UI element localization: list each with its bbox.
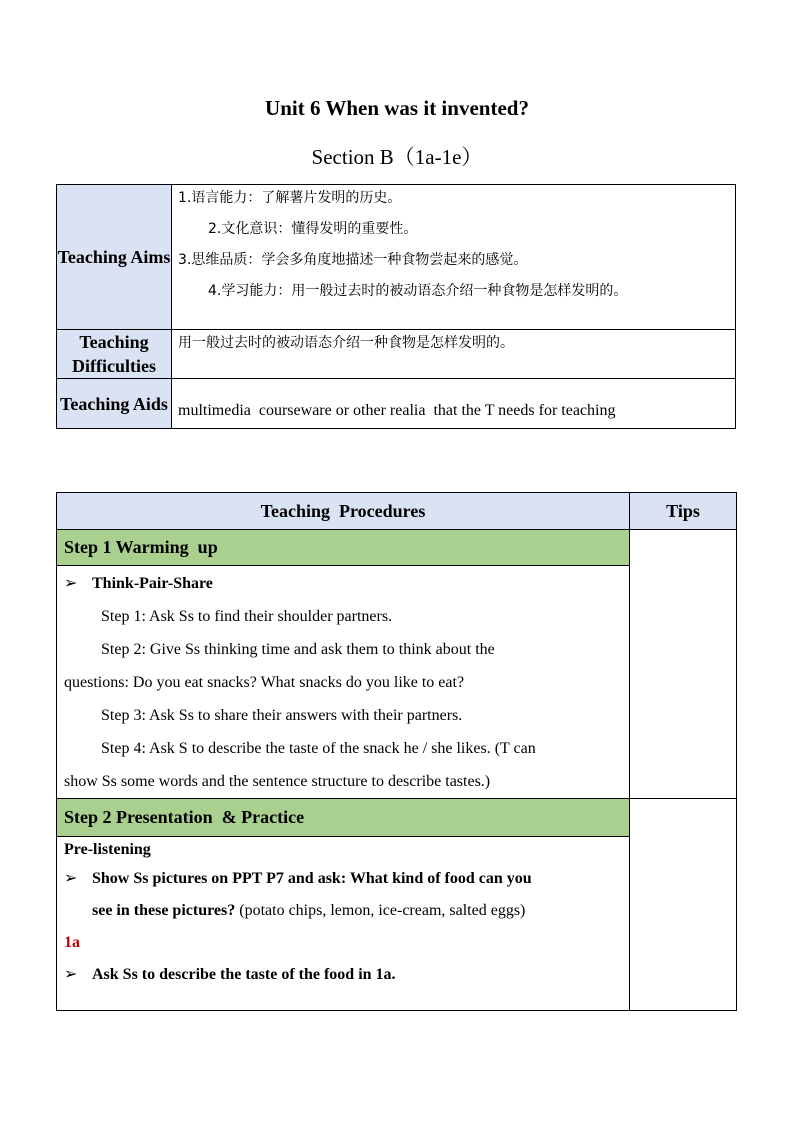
step1-line: Step 3: Ask Ss to share their answers with their partners. [101,707,463,724]
arrow-bullet-icon: ➢ [64,870,78,887]
list-item [64,863,623,895]
step1-line: questions: Do you eat snacks? What snacks do you like to eat? [64,674,465,691]
tips-header: Tips [630,493,737,530]
step2-question: Show Ss pictures on PPT P7 and ask: What kind of food can you [92,870,532,887]
aim-item: 2.文化意识：懂得发明的重要性。 [208,221,418,237]
teaching-difficulties-label: Teaching Difficulties [57,330,172,379]
aim-item: 4.学习能力：用一般过去时的被动语态介绍一种食物是怎样发明的。 [208,283,628,299]
aim-item: 1.语言能力：了解薯片发明的历史。 [178,190,402,206]
think-pair-share-label: Think-Pair-Share [92,575,213,592]
teaching-aids-value: multimedia courseware or other realia that the T needs for teaching [172,379,736,429]
page-title: Unit 6 When was it invented? [265,96,529,120]
step1-line: Step 1: Ask Ss to find their shoulder partners. [101,608,393,625]
list-item [64,959,623,991]
arrow-bullet-icon: ➢ [64,575,78,592]
teaching-aims-table [56,184,736,429]
step1-line: Step 2: Give Ss thinking time and ask them to think about the [101,641,495,658]
step2-title: Step 2 Presentation & Practice [57,799,630,837]
step2-task: Ask Ss to describe the taste of the food in 1a. [92,966,396,983]
teaching-aims-list [172,185,736,330]
list-item [64,567,623,600]
procedures-header: Teaching Procedures [57,493,630,530]
teaching-aims-label: Teaching Aims [57,185,172,330]
arrow-bullet-icon: ➢ [64,966,78,983]
aim-item: 3.思维品质：学会多角度地描述一种食物尝起来的感觉。 [178,252,528,268]
teaching-aids-label: Teaching Aids [57,379,172,429]
step1-title: Step 1 Warming up [57,530,630,566]
step1-tips-cell [630,530,737,799]
step1-content [57,566,630,799]
step1-line: Step 4: Ask S to describe the taste of the snack he / she likes. (T can [101,740,536,757]
step2-tips-cell [630,799,737,1011]
teaching-procedures-table [56,492,737,1011]
list-item-continued [64,895,623,927]
label-1a: 1a [64,934,80,951]
step1-line: show Ss some words and the sentence structure to describe tastes.) [64,773,491,790]
pre-listening-label: Pre-listening [64,841,151,858]
teaching-difficulties-value: 用一般过去时的被动语态介绍一种食物是怎样发明的。 [172,330,736,379]
step2-content [57,837,630,1011]
page-subtitle: Section B（1a-1e） [311,145,483,169]
step2-answer: (potato chips, lemon, ice-cream, salted eggs) [235,902,526,919]
step2-question-cont: see in these pictures? [92,902,236,919]
